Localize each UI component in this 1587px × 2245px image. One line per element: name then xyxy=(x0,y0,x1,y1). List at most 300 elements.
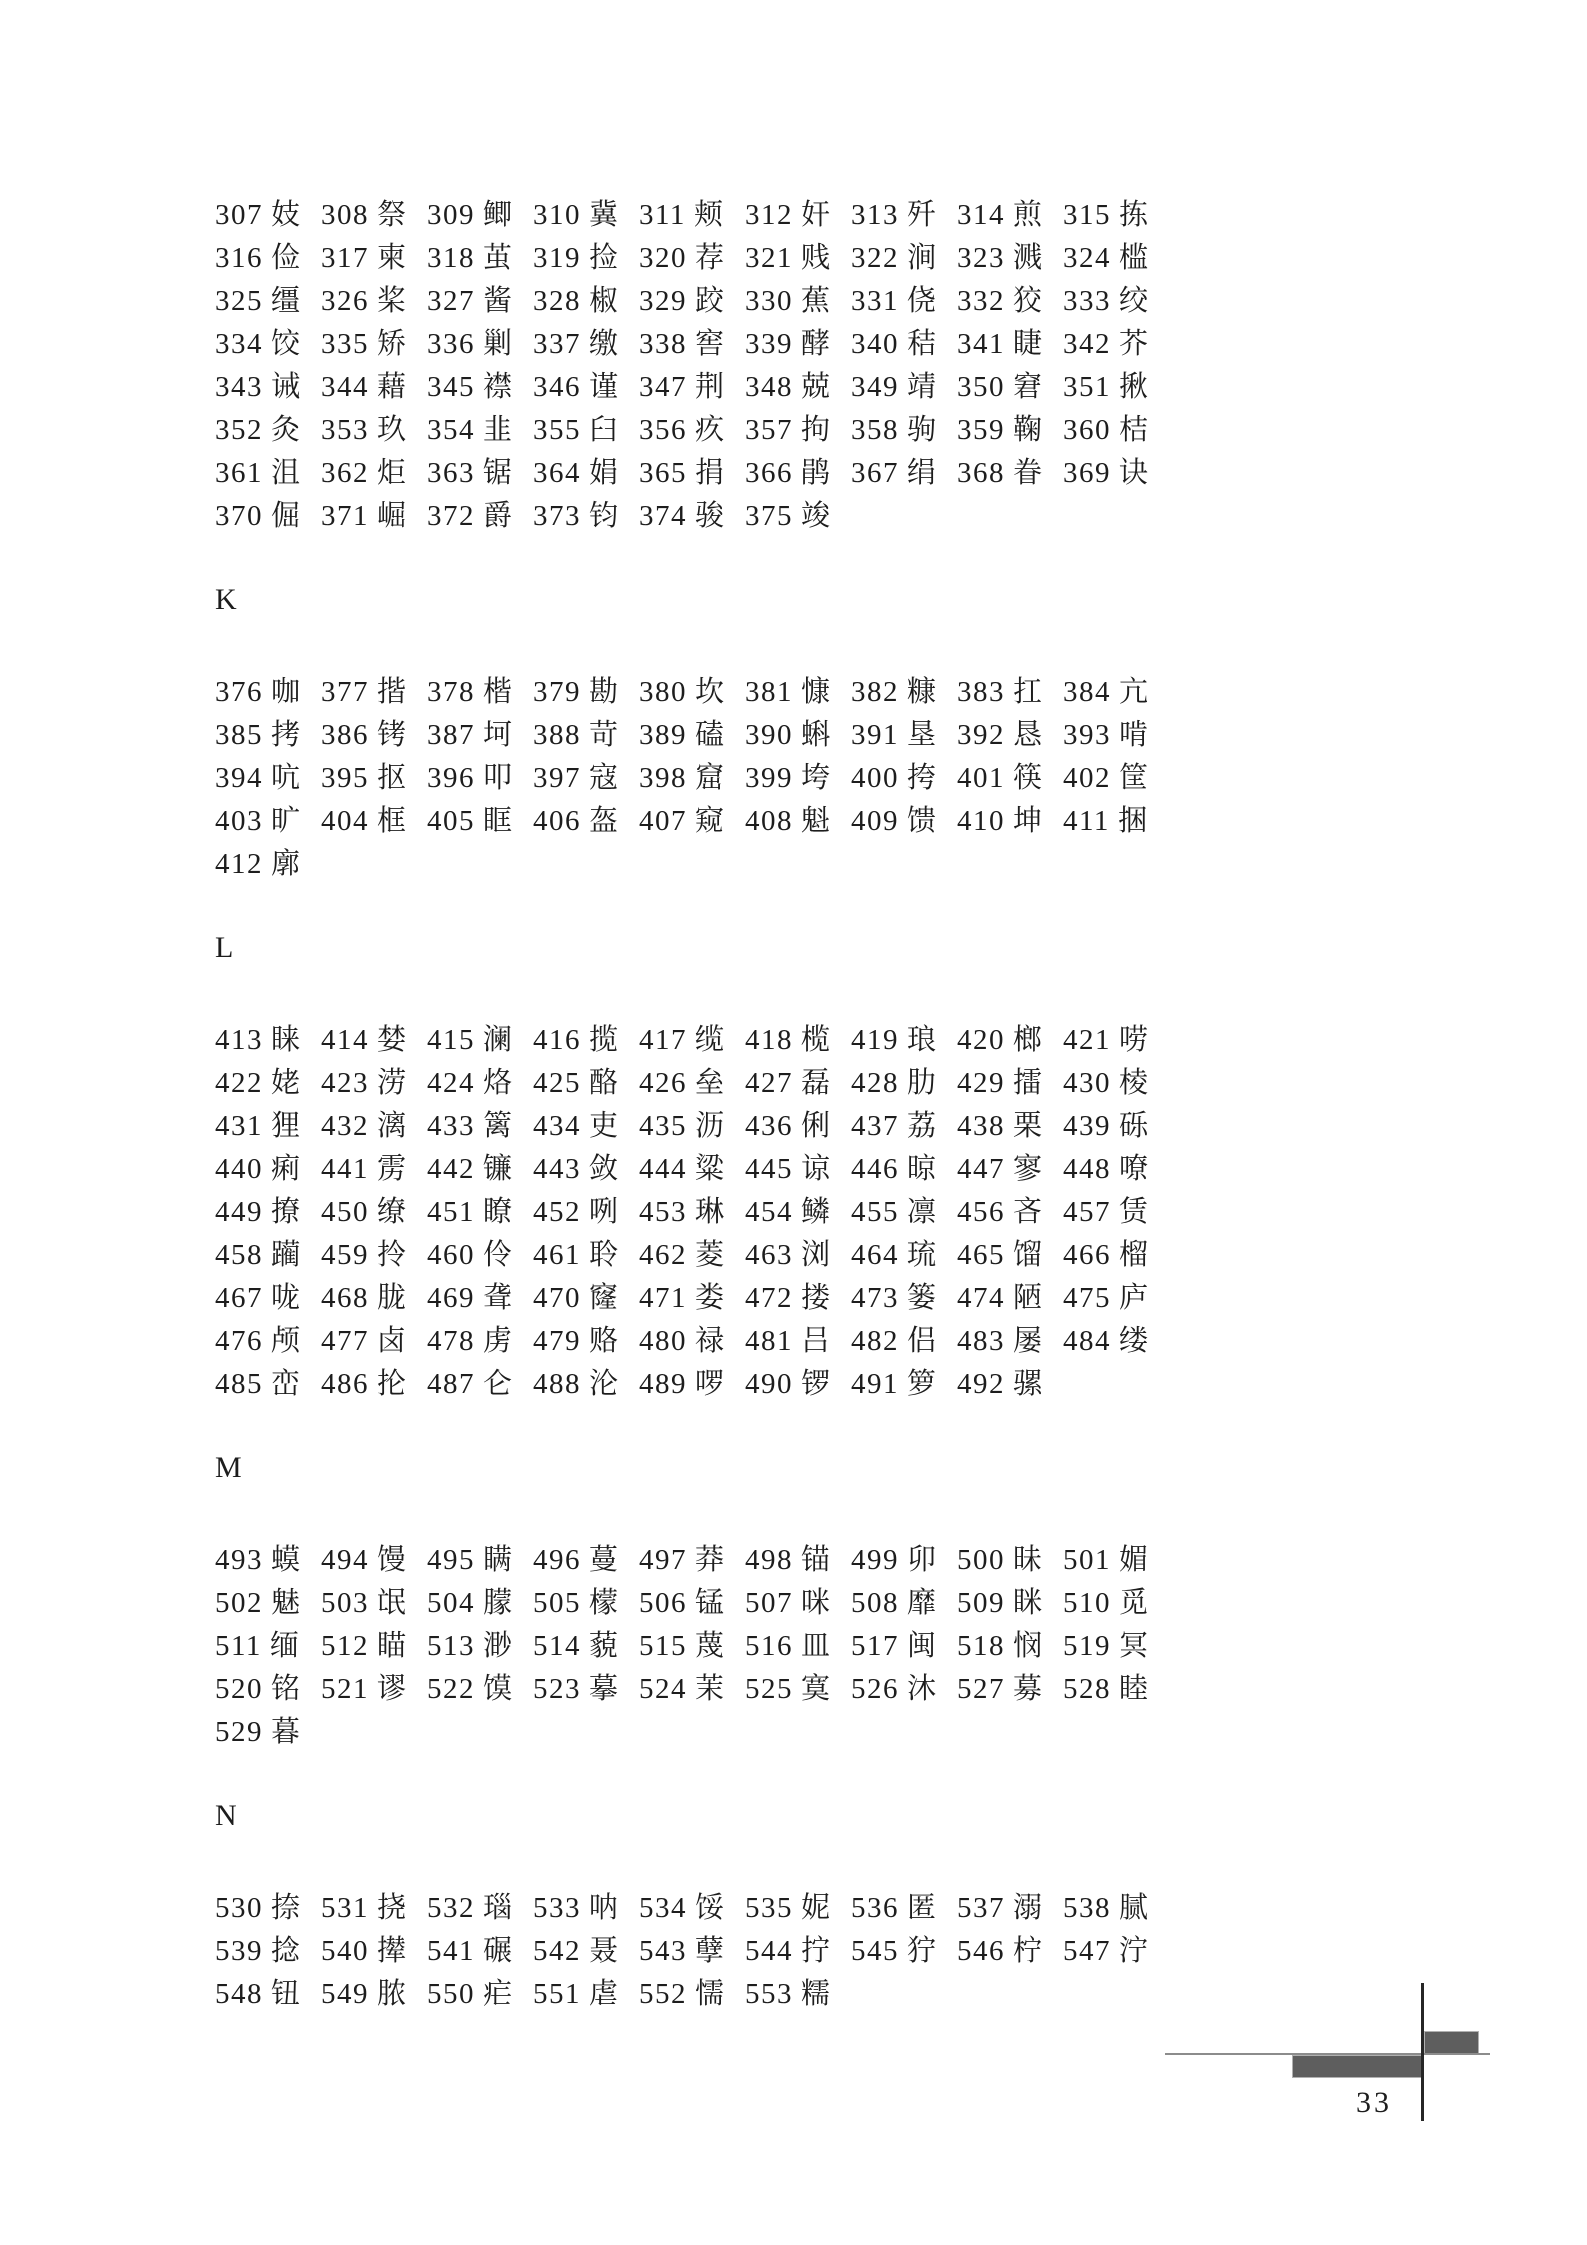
entry-number: 516 xyxy=(745,1630,793,1662)
entry xyxy=(957,280,1063,323)
entry-character: 钮 xyxy=(271,1978,301,2010)
entry-number: 324 xyxy=(1063,242,1111,274)
entry-number: 390 xyxy=(745,719,793,751)
entry-character: 孽 xyxy=(695,1935,725,1967)
entry xyxy=(1063,237,1169,280)
entry-number: 465 xyxy=(957,1239,1005,1271)
entry xyxy=(533,1625,639,1668)
section-letter-m: M xyxy=(215,1451,243,1484)
entry-character: 卯 xyxy=(907,1544,937,1576)
entry-number: 392 xyxy=(957,719,1005,751)
entry-number: 538 xyxy=(1063,1892,1111,1924)
entry xyxy=(1063,452,1169,495)
entry-number: 402 xyxy=(1063,762,1111,794)
entry xyxy=(321,1105,427,1148)
entry-character: 聋 xyxy=(483,1282,513,1314)
entry xyxy=(851,1320,957,1363)
entry-character: 酱 xyxy=(483,285,513,317)
entry-character: 琳 xyxy=(695,1196,725,1228)
entry xyxy=(1063,1625,1169,1668)
entry-number: 504 xyxy=(427,1587,475,1619)
entry xyxy=(427,1930,533,1973)
entry-number: 450 xyxy=(321,1196,369,1228)
entry xyxy=(745,671,851,714)
entry-character: 寞 xyxy=(801,1673,831,1705)
entry xyxy=(957,1148,1063,1191)
entry-number: 471 xyxy=(639,1282,687,1314)
entry-character: 粱 xyxy=(695,1153,725,1185)
entry-character: 挠 xyxy=(377,1892,407,1924)
entry-character: 腻 xyxy=(1119,1892,1149,1924)
entry-character: 皿 xyxy=(801,1630,831,1662)
entry-number: 497 xyxy=(639,1544,687,1576)
entry-character: 拧 xyxy=(801,1935,831,1967)
entry xyxy=(745,1148,851,1191)
entry-number: 344 xyxy=(321,371,369,403)
entry-character: 媚 xyxy=(1119,1544,1149,1576)
entry xyxy=(215,1148,321,1191)
entry-character: 俭 xyxy=(271,242,301,274)
entry-number: 505 xyxy=(533,1587,581,1619)
entry-number: 326 xyxy=(321,285,369,317)
entry-character: 瞒 xyxy=(483,1544,513,1576)
entry xyxy=(639,1148,745,1191)
entry-character: 椒 xyxy=(589,285,619,317)
entry xyxy=(533,1582,639,1625)
entry-number: 442 xyxy=(427,1153,475,1185)
entry-character: 茧 xyxy=(483,242,513,274)
entry xyxy=(1063,1105,1169,1148)
entry xyxy=(215,1062,321,1105)
entry-number: 523 xyxy=(533,1673,581,1705)
entry xyxy=(957,409,1063,452)
entry-number: 553 xyxy=(745,1978,793,2010)
entry-character: 蔑 xyxy=(695,1630,725,1662)
entry-character: 睐 xyxy=(271,1024,301,1056)
entry xyxy=(321,1582,427,1625)
entry-character: 闽 xyxy=(907,1630,937,1662)
entry-number: 358 xyxy=(851,414,899,446)
entry-number: 468 xyxy=(321,1282,369,1314)
entry-number: 417 xyxy=(639,1024,687,1056)
entry-number: 499 xyxy=(851,1544,899,1576)
entry xyxy=(745,1363,851,1406)
entry-character: 糯 xyxy=(801,1978,831,2010)
entry-character: 靡 xyxy=(907,1587,937,1619)
entry xyxy=(957,671,1063,714)
entry-number: 437 xyxy=(851,1110,899,1142)
entry xyxy=(957,714,1063,757)
entry-number: 410 xyxy=(957,805,1005,837)
entry-character: 寥 xyxy=(1013,1153,1043,1185)
entry-number: 312 xyxy=(745,199,793,231)
entry xyxy=(321,323,427,366)
entry-number: 443 xyxy=(533,1153,581,1185)
entry-character: 垒 xyxy=(695,1067,725,1099)
entry-character: 赂 xyxy=(589,1325,619,1357)
entry-number: 479 xyxy=(533,1325,581,1357)
footer-left-bar xyxy=(1292,2055,1423,2078)
entry-number: 477 xyxy=(321,1325,369,1357)
entry-number: 319 xyxy=(533,242,581,274)
entry-number: 350 xyxy=(957,371,1005,403)
entry-number: 482 xyxy=(851,1325,899,1357)
entry-character: 眶 xyxy=(483,805,513,837)
entry-character: 琉 xyxy=(907,1239,937,1271)
entry xyxy=(639,1887,745,1930)
entry-number: 376 xyxy=(215,676,263,708)
entry-character: 拘 xyxy=(801,414,831,446)
entry-number: 388 xyxy=(533,719,581,751)
entry-character: 亢 xyxy=(1119,676,1149,708)
entry-character: 缅 xyxy=(269,1630,299,1662)
entry-number: 378 xyxy=(427,676,475,708)
entry-number: 502 xyxy=(215,1587,263,1619)
entry-character: 狡 xyxy=(1013,285,1043,317)
entry xyxy=(215,1191,321,1234)
entry-number: 424 xyxy=(427,1067,475,1099)
entry xyxy=(957,237,1063,280)
entry xyxy=(1063,366,1169,409)
entry-character: 馍 xyxy=(483,1673,513,1705)
entry xyxy=(321,194,427,237)
entry-character: 崛 xyxy=(377,500,407,532)
entry-number: 452 xyxy=(533,1196,581,1228)
entry xyxy=(215,1625,321,1668)
entry-character: 窘 xyxy=(1013,371,1043,403)
entry-number: 398 xyxy=(639,762,687,794)
entry xyxy=(533,1105,639,1148)
entry xyxy=(1063,409,1169,452)
entry xyxy=(745,1019,851,1062)
entry-character: 扛 xyxy=(1013,676,1043,708)
entry-number: 310 xyxy=(533,199,581,231)
entry-number: 421 xyxy=(1063,1024,1111,1056)
entry-character: 擂 xyxy=(1013,1067,1043,1099)
entry-number: 529 xyxy=(215,1716,263,1748)
entry-number: 490 xyxy=(745,1368,793,1400)
entry xyxy=(851,409,957,452)
section-entries xyxy=(215,671,1405,886)
entry-character: 钧 xyxy=(589,500,619,532)
entry-character: 廓 xyxy=(271,848,301,880)
entry-number: 533 xyxy=(533,1892,581,1924)
entry-number: 377 xyxy=(321,676,369,708)
entry xyxy=(321,1887,427,1930)
entry-character: 缕 xyxy=(1119,1325,1149,1357)
entry-number: 548 xyxy=(215,1978,263,2010)
entry-character: 桔 xyxy=(1119,414,1149,446)
entry xyxy=(745,280,851,323)
entry xyxy=(1063,280,1169,323)
entry xyxy=(851,366,957,409)
entry-number: 357 xyxy=(745,414,793,446)
entry xyxy=(427,1539,533,1582)
entry-number: 432 xyxy=(321,1110,369,1142)
entry xyxy=(427,1234,533,1277)
entry-number: 375 xyxy=(745,500,793,532)
entry-number: 491 xyxy=(851,1368,899,1400)
entry xyxy=(957,1625,1063,1668)
entry xyxy=(957,1277,1063,1320)
entry-number: 359 xyxy=(957,414,1005,446)
entry-number: 441 xyxy=(321,1153,369,1185)
entry xyxy=(533,800,639,843)
entry-number: 360 xyxy=(1063,414,1111,446)
entry-number: 425 xyxy=(533,1067,581,1099)
entry-number: 462 xyxy=(639,1239,687,1271)
entry xyxy=(957,1062,1063,1105)
entry-number: 403 xyxy=(215,805,263,837)
entry-character: 镰 xyxy=(483,1153,513,1185)
entry-number: 552 xyxy=(639,1978,687,2010)
entry-number: 528 xyxy=(1063,1673,1111,1705)
entry-character: 榔 xyxy=(1013,1024,1043,1056)
entry-character: 揽 xyxy=(589,1024,619,1056)
entry-number: 420 xyxy=(957,1024,1005,1056)
entry-character: 觅 xyxy=(1119,1587,1149,1619)
entry-number: 330 xyxy=(745,285,793,317)
entry-character: 篱 xyxy=(483,1110,513,1142)
entry-number: 549 xyxy=(321,1978,369,2010)
entry-number: 524 xyxy=(639,1673,687,1705)
entry-number: 530 xyxy=(215,1892,263,1924)
entry-number: 407 xyxy=(639,805,687,837)
entry xyxy=(533,671,639,714)
entry xyxy=(533,1234,639,1277)
entry-number: 337 xyxy=(533,328,581,360)
entry-number: 518 xyxy=(957,1630,1005,1662)
entry xyxy=(1063,1582,1169,1625)
entry-number: 439 xyxy=(1063,1110,1111,1142)
entry-character: 鳞 xyxy=(801,1196,831,1228)
entry-number: 393 xyxy=(1063,719,1111,751)
entry-number: 381 xyxy=(745,676,793,708)
entry xyxy=(427,757,533,800)
entry-character: 叩 xyxy=(483,762,513,794)
entry xyxy=(321,1930,427,1973)
entry-number: 512 xyxy=(321,1630,369,1662)
section-entries xyxy=(215,1887,1405,2016)
entry-number: 362 xyxy=(321,457,369,489)
entry xyxy=(957,1019,1063,1062)
entry-character: 瑙 xyxy=(483,1892,513,1924)
entry xyxy=(215,1105,321,1148)
entry-number: 384 xyxy=(1063,676,1111,708)
entry-number: 532 xyxy=(427,1892,475,1924)
entry-number: 494 xyxy=(321,1544,369,1576)
entry xyxy=(639,280,745,323)
entry-number: 434 xyxy=(533,1110,581,1142)
entry-number: 328 xyxy=(533,285,581,317)
entry-number: 338 xyxy=(639,328,687,360)
entry-character: 缆 xyxy=(695,1024,725,1056)
entry-number: 542 xyxy=(533,1935,581,1967)
entry xyxy=(321,1234,427,1277)
entry xyxy=(1063,1277,1169,1320)
entry-character: 垮 xyxy=(801,762,831,794)
entry xyxy=(957,452,1063,495)
entry-character: 唠 xyxy=(1119,1024,1149,1056)
entry-number: 472 xyxy=(745,1282,793,1314)
entry xyxy=(745,409,851,452)
entry xyxy=(427,714,533,757)
entry xyxy=(1063,800,1169,843)
entry xyxy=(745,1191,851,1234)
entry-number: 365 xyxy=(639,457,687,489)
entry xyxy=(851,452,957,495)
entry-number: 374 xyxy=(639,500,687,532)
entry-character: 娟 xyxy=(589,457,619,489)
entry-character: 玖 xyxy=(377,414,407,446)
entry-number: 354 xyxy=(427,414,475,446)
entry-character: 匿 xyxy=(907,1892,937,1924)
entry-character: 鹃 xyxy=(801,457,831,489)
entry xyxy=(851,1668,957,1711)
entry xyxy=(1063,1019,1169,1062)
entry-character: 秸 xyxy=(907,328,937,360)
entry-character: 槛 xyxy=(1119,242,1149,274)
entry xyxy=(533,1148,639,1191)
entry xyxy=(533,1930,639,1973)
entry-number: 349 xyxy=(851,371,899,403)
entry-number: 419 xyxy=(851,1024,899,1056)
entry xyxy=(639,1105,745,1148)
entry-character: 氓 xyxy=(377,1587,407,1619)
entry xyxy=(321,280,427,323)
entry-character: 楷 xyxy=(483,676,513,708)
entry-number: 352 xyxy=(215,414,263,446)
entry-number: 515 xyxy=(639,1630,687,1662)
entry xyxy=(215,757,321,800)
entry-number: 475 xyxy=(1063,1282,1111,1314)
entry-character: 浏 xyxy=(801,1239,831,1271)
entry-character: 撵 xyxy=(377,1935,407,1967)
entry-number: 506 xyxy=(639,1587,687,1619)
entry xyxy=(533,1668,639,1711)
entry xyxy=(1063,1191,1169,1234)
entry-number: 408 xyxy=(745,805,793,837)
entry-character: 澜 xyxy=(483,1024,513,1056)
entry xyxy=(639,1277,745,1320)
entry-number: 540 xyxy=(321,1935,369,1967)
entry-character: 琅 xyxy=(907,1024,937,1056)
entry xyxy=(851,1277,957,1320)
entry xyxy=(1063,1062,1169,1105)
entry xyxy=(957,1105,1063,1148)
entry-character: 睦 xyxy=(1119,1673,1149,1705)
entry-number: 484 xyxy=(1063,1325,1111,1357)
entry xyxy=(957,194,1063,237)
entry xyxy=(533,409,639,452)
entry-character: 抠 xyxy=(377,762,407,794)
entry xyxy=(1063,194,1169,237)
entry-character: 庐 xyxy=(1119,1282,1149,1314)
entry xyxy=(321,366,427,409)
entry-character: 贱 xyxy=(801,242,831,274)
entry-number: 463 xyxy=(745,1239,793,1271)
entry-character: 狞 xyxy=(907,1935,937,1967)
entry xyxy=(215,1582,321,1625)
entry xyxy=(427,1887,533,1930)
entry xyxy=(957,1234,1063,1277)
entry xyxy=(1063,757,1169,800)
entry-number: 391 xyxy=(851,719,899,751)
entry xyxy=(1063,323,1169,366)
entry xyxy=(215,1887,321,1930)
entry-number: 473 xyxy=(851,1282,899,1314)
entry-number: 545 xyxy=(851,1935,899,1967)
entry-number: 438 xyxy=(957,1110,1005,1142)
entry-character: 昧 xyxy=(1013,1544,1043,1576)
entry-number: 485 xyxy=(215,1368,263,1400)
entry-number: 389 xyxy=(639,719,687,751)
entry xyxy=(851,237,957,280)
entry-character: 冥 xyxy=(1119,1630,1149,1662)
entry-character: 敛 xyxy=(589,1153,619,1185)
entry-number: 355 xyxy=(533,414,581,446)
entry-number: 433 xyxy=(427,1110,475,1142)
entry-character: 酵 xyxy=(801,328,831,360)
entry-number: 451 xyxy=(427,1196,475,1228)
entry-character: 谨 xyxy=(589,371,619,403)
entry-character: 韭 xyxy=(483,414,513,446)
entry-number: 446 xyxy=(851,1153,899,1185)
entry xyxy=(427,323,533,366)
entry-number: 366 xyxy=(745,457,793,489)
entry xyxy=(321,1320,427,1363)
entry xyxy=(745,1625,851,1668)
entry-character: 朦 xyxy=(483,1587,513,1619)
entry-character: 涝 xyxy=(377,1067,407,1099)
entry-character: 狸 xyxy=(271,1110,301,1142)
entry-number: 426 xyxy=(639,1067,687,1099)
entry xyxy=(427,1019,533,1062)
entry-character: 坤 xyxy=(1013,805,1043,837)
entry xyxy=(427,800,533,843)
entry-number: 414 xyxy=(321,1024,369,1056)
entry-character: 襟 xyxy=(483,371,513,403)
entry-number: 550 xyxy=(427,1978,475,2010)
entry xyxy=(639,671,745,714)
section-entries xyxy=(215,194,1405,538)
entry-character: 蕉 xyxy=(801,285,831,317)
entry xyxy=(639,1191,745,1234)
entry-number: 331 xyxy=(851,285,899,317)
footer-horizontal-rule xyxy=(1165,2053,1490,2055)
entry-number: 445 xyxy=(745,1153,793,1185)
entry-number: 487 xyxy=(427,1368,475,1400)
entry-character: 馁 xyxy=(695,1892,725,1924)
entry-character: 沐 xyxy=(907,1673,937,1705)
entry-character: 窥 xyxy=(695,805,725,837)
entry-character: 倔 xyxy=(271,500,301,532)
entry xyxy=(957,757,1063,800)
entry-character: 晾 xyxy=(907,1153,937,1185)
entry-character: 溅 xyxy=(1013,242,1043,274)
entry-character: 捆 xyxy=(1117,805,1147,837)
entry-character: 眯 xyxy=(1013,1587,1043,1619)
entry xyxy=(215,237,321,280)
entry xyxy=(215,1019,321,1062)
entry xyxy=(639,409,745,452)
entry-character: 檬 xyxy=(589,1587,619,1619)
entry-number: 435 xyxy=(639,1110,687,1142)
entry-number: 418 xyxy=(745,1024,793,1056)
entry xyxy=(639,495,745,538)
entry xyxy=(533,1887,639,1930)
entry xyxy=(851,1930,957,1973)
